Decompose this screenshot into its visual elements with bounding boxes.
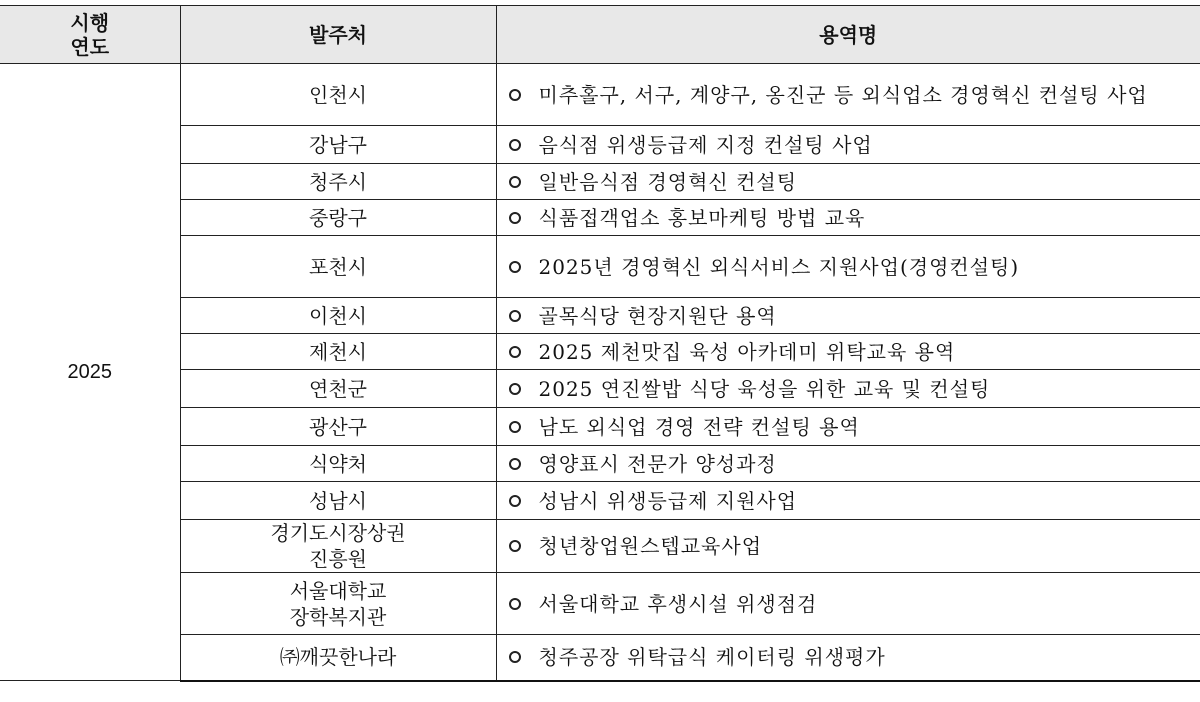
project-cell [496,446,1200,482]
header-client: 발주처 [180,6,496,64]
table-row [0,200,1200,236]
circle-bullet-icon [509,651,521,663]
project-name: 2025 제천맛집 육성 아카데미 위탁교육 용역 [538,339,956,364]
client-name-line: 제천시 [309,339,367,364]
project-cell [496,298,1200,334]
project-name: 일반음식점 경영혁신 컨설팅 [538,169,798,194]
circle-bullet-icon [509,421,521,433]
table-row [0,446,1200,482]
table-row [0,370,1200,408]
circle-bullet-icon [509,495,521,507]
circle-bullet-icon [509,540,521,552]
circle-bullet-icon [509,383,521,395]
project-cell [496,64,1200,126]
project-cell [496,126,1200,164]
project-name: 2025년 경영혁신 외식서비스 지원사업(경영컨설팅) [538,254,1020,279]
client-name-line: 강남구 [309,132,367,157]
header-row [0,6,1200,64]
project-cell [496,164,1200,200]
client-name-line: 광산구 [309,414,367,439]
client-cell [180,520,496,573]
project-name: 영양표시 전문가 양성과정 [538,451,777,476]
project-cell [496,236,1200,298]
circle-bullet-icon [509,212,521,224]
project-cell [496,200,1200,236]
circle-bullet-icon [509,310,521,322]
client-name-line: 경기도시장상권 [270,521,406,545]
circle-bullet-icon [509,139,521,151]
project-name: 청년창업원스텝교육사업 [538,534,763,558]
project-cell [496,635,1200,681]
client-cell [180,635,496,681]
table-row [0,164,1200,200]
client-cell [180,126,496,164]
client-name-line: 이천시 [309,303,367,328]
table-row [0,64,1200,126]
project-name: 음식점 위생등급제 지정 컨설팅 사업 [538,132,873,157]
circle-bullet-icon [509,89,521,101]
table-row [0,298,1200,334]
client-name-line: 포천시 [309,254,367,279]
project-cell [496,408,1200,446]
project-name: 2025 연진쌀밥 식당 육성을 위한 교육 및 컨설팅 [538,376,991,401]
header-year-line2: 연도 [70,34,110,59]
project-table [0,5,1200,682]
project-name: 식품접객업소 홍보마케팅 방법 교육 [538,205,866,230]
project-cell [496,573,1200,635]
client-cell [180,334,496,370]
client-name-line: 장학복지관 [289,604,387,629]
table-row [0,482,1200,520]
circle-bullet-icon [509,598,521,610]
header-project: 용역명 [496,6,1200,64]
client-name-line: 진흥원 [309,547,367,571]
client-cell [180,164,496,200]
project-name: 골목식당 현장지원단 용역 [538,303,777,328]
project-cell [496,482,1200,520]
table-row [0,408,1200,446]
project-cell [496,370,1200,408]
project-name: 남도 외식업 경영 전략 컨설팅 용역 [538,414,860,439]
project-name: 미추홀구, 서구, 계양구, 옹진군 등 외식업소 경영혁신 컨설팅 사업 [538,82,1148,107]
project-cell [496,520,1200,573]
client-cell [180,573,496,635]
table-row [0,635,1200,681]
project-cell [496,334,1200,370]
project-name: 서울대학교 후생시설 위생점검 [538,591,818,616]
client-name-line: 성남시 [309,488,367,513]
circle-bullet-icon [509,176,521,188]
client-cell [180,408,496,446]
table-row [0,236,1200,298]
client-cell [180,298,496,334]
header-year-line1: 시행 [70,10,110,35]
client-name-line: ㈜깨끗한나라 [279,645,397,670]
client-cell [180,200,496,236]
table-row [0,573,1200,635]
client-cell [180,446,496,482]
client-cell [180,370,496,408]
year-cell: 2025 [0,64,180,681]
circle-bullet-icon [509,458,521,470]
table-row [0,126,1200,164]
client-name-line: 중랑구 [309,205,367,230]
table-row [0,520,1200,573]
client-name-line: 연천군 [309,376,367,401]
project-name: 청주공장 위탁급식 케이터링 위생평가 [538,645,886,670]
client-name-line: 인천시 [309,82,367,107]
circle-bullet-icon [509,346,521,358]
client-name-line: 식약처 [309,451,367,476]
client-name-line: 청주시 [309,169,367,194]
circle-bullet-icon [509,261,521,273]
client-cell [180,236,496,298]
project-name: 성남시 위생등급제 지원사업 [538,488,798,513]
table-row [0,334,1200,370]
client-name-line: 서울대학교 [289,578,387,603]
header-year [0,6,180,64]
client-cell [180,482,496,520]
client-cell [180,64,496,126]
